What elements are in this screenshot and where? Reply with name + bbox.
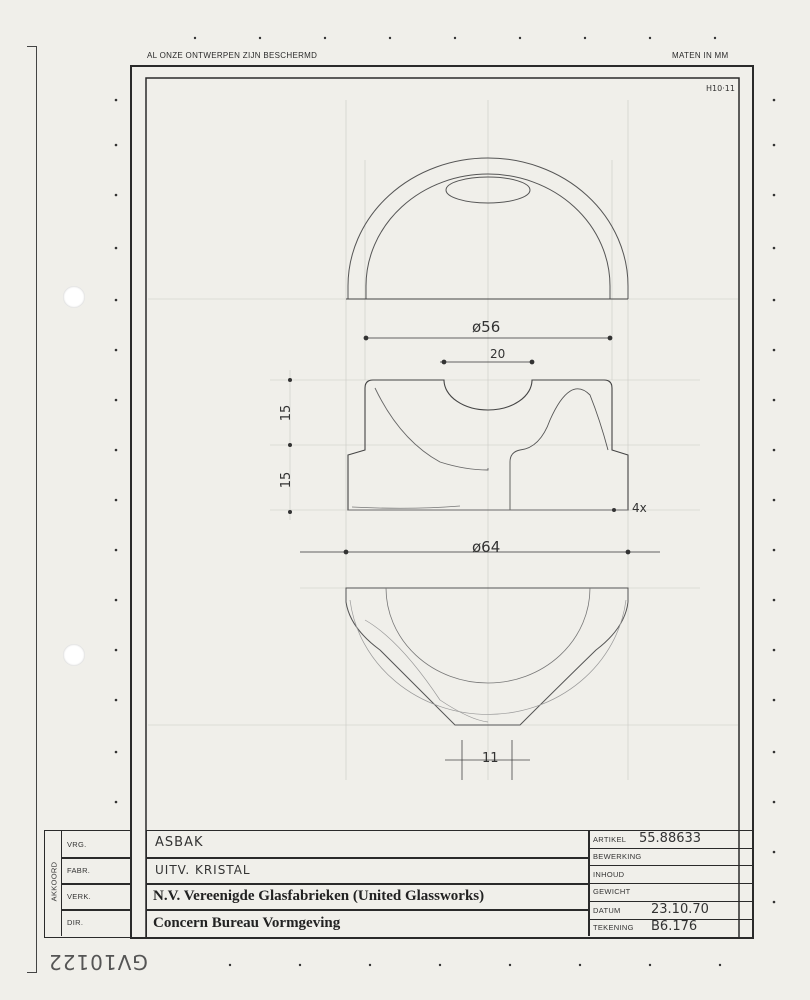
field-artikel-value: 55.88633: [639, 831, 702, 846]
object-name: ASBAK: [155, 835, 204, 850]
company-name: N.V. Vereenigde Glasfabrieken (United Glassworks): [153, 888, 485, 904]
dim-64-label: ø64: [472, 538, 501, 556]
dim-15-bottom-label: 15: [279, 471, 294, 489]
dim-20: [440, 360, 534, 364]
field-tekening-label: TEKENING: [593, 923, 634, 932]
department-name: Concern Bureau Vormgeving: [153, 915, 341, 931]
field-bewerking-label: BEWERKING: [593, 852, 642, 861]
top-view: [346, 158, 628, 299]
approval-row-line-2: [61, 883, 131, 885]
approval-row-line-1: [61, 857, 131, 859]
approval-label-fabr: FABR.: [67, 866, 91, 875]
protection-notice: AL ONZE ONTWERPEN ZIJN BESCHERMD: [147, 51, 318, 60]
title-left-line-1: [147, 857, 588, 859]
field-gewicht-label: GEWICHT: [593, 887, 631, 896]
dim-11-label: 11: [482, 751, 499, 766]
title-left-line-3: [147, 909, 588, 911]
construction-lines: [148, 100, 738, 780]
dim-15-top-label: 15: [279, 404, 294, 422]
drawing-frame: [131, 66, 753, 938]
approval-label-dir: DIR.: [67, 918, 84, 927]
approval-label-verk: VERK.: [67, 892, 92, 901]
title-right-line-3: [588, 883, 752, 884]
field-artikel-label: ARTIKEL: [593, 835, 627, 844]
material-note: UITV. KRISTAL: [155, 863, 251, 877]
bottom-view: [346, 588, 628, 725]
units-notice: MATEN IN MM: [672, 51, 729, 60]
field-inhoud-label: INHOUD: [593, 870, 625, 879]
drawing-frame-inner: [146, 78, 739, 938]
sheet-code: H10·11: [706, 84, 735, 93]
approval-label-vrg: VRG.: [67, 840, 87, 849]
dim-20-label: 20: [490, 347, 506, 361]
title-left-line-2: [147, 883, 588, 885]
title-right-line-2: [588, 865, 752, 866]
dim-56-label: ø56: [472, 318, 501, 336]
note-4x-label: 4x: [632, 501, 647, 515]
approval-block: [44, 830, 132, 938]
field-tekening-value: B6.176: [651, 919, 698, 934]
title-right-line-1: [588, 848, 752, 849]
dim-heights: [288, 378, 616, 514]
title-block: [146, 830, 753, 938]
approval-stamp: AKKOORD: [49, 861, 59, 902]
archive-number: GV10122: [48, 950, 148, 974]
field-datum-label: DATUM: [593, 906, 621, 915]
approval-row-line-3: [61, 909, 131, 911]
margin-dots: [115, 37, 776, 966]
field-datum-value: 23.10.70: [651, 902, 709, 917]
